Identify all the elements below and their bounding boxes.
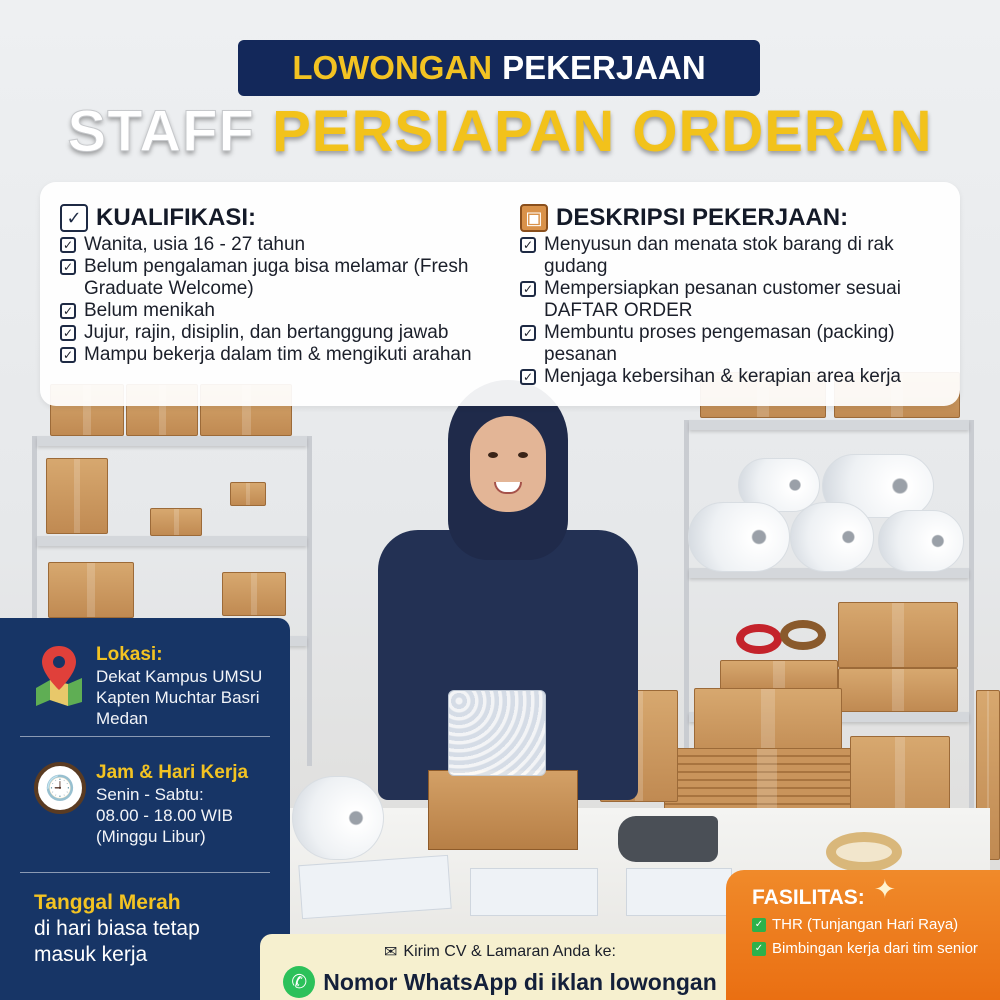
job-description-section — [520, 204, 950, 388]
check-icon: ✓ — [752, 918, 766, 932]
package-box-icon: ▣ — [520, 204, 548, 232]
job-vacancy-word2: PEKERJAAN — [502, 49, 706, 86]
list-item: ✓ Menjaga kebersihan & kerapian area kerja — [520, 366, 950, 388]
facilities-panel — [726, 870, 1000, 1000]
checkbox-icon: ✓ — [60, 347, 76, 363]
list-item: ✓ Belum menikah — [60, 300, 520, 322]
location-text: Dekat Kampus UMSU Kapten Muchtar Basri Medan — [96, 667, 263, 728]
list-item: ✓ Mempersiapkan pesanan customer sesuai DAFTAR ORDER — [520, 278, 950, 322]
whatsapp-contact-text: Nomor WhatsApp di iklan lowongan — [323, 968, 717, 995]
qualifications-section — [60, 204, 520, 366]
hours-heading: Jam & Hari Kerja — [96, 762, 249, 783]
hours-time: 08.00 - 18.00 WIB — [96, 806, 234, 825]
divider — [20, 872, 270, 873]
sparkle-icon: ✦ — [874, 874, 896, 904]
checkbox-icon: ✓ — [520, 369, 536, 385]
position-title-word1: STAFF — [67, 99, 255, 164]
list-item: ✓ Jujur, rajin, disiplin, dan bertanggung jawab — [60, 322, 520, 344]
worker-photo — [378, 380, 638, 810]
checkbox-icon: ✓ — [520, 237, 536, 253]
apply-instruction: Kirim CV & Lamaran Anda ke: — [403, 943, 616, 960]
position-title — [0, 98, 1000, 165]
checkbox-icon: ✓ — [60, 325, 76, 341]
checkbox-icon: ✓ — [520, 325, 536, 341]
qualifications-heading: KUALIFIKASI: — [96, 204, 256, 231]
clipboard-check-icon: ✓ — [60, 204, 88, 232]
checkbox-icon: ✓ — [60, 303, 76, 319]
job-vacancy-word1: LOWONGAN — [292, 49, 493, 86]
checkbox-icon: ✓ — [60, 259, 76, 275]
job-vacancy-label — [238, 40, 760, 96]
list-item: ✓ THR (Tunjangan Hari Raya) — [752, 916, 990, 934]
holiday-heading: Tanggal Merah — [34, 891, 181, 914]
divider — [20, 736, 270, 737]
list-item: ✓ Membuntu proses pengemasan (packing) pesanan — [520, 322, 950, 366]
barcode-scanner-icon — [618, 816, 718, 862]
list-item: ✓ Belum pengalaman juga bisa melamar (Fresh Graduate Welcome) — [60, 256, 520, 300]
info-card — [40, 182, 960, 406]
checkbox-icon: ✓ — [520, 281, 536, 297]
list-item: ✓ Wanita, usia 16 - 27 tahun — [60, 234, 520, 256]
facilities-heading: FASILITAS: — [752, 886, 865, 909]
list-item: ✓ Mampu bekerja dalam tim & mengikuti arahan — [60, 344, 520, 366]
envelope-icon: ✉ — [384, 944, 398, 961]
hours-note: (Minggu Libur) — [96, 827, 206, 846]
bubble-wrap-package — [448, 690, 546, 776]
holiday-text: di hari biasa tetap masuk kerja — [34, 917, 200, 966]
location-heading: Lokasi: — [96, 644, 163, 665]
apply-banner — [260, 934, 740, 1000]
cardboard-box — [428, 770, 578, 850]
position-title-word2: PERSIAPAN ORDERAN — [272, 99, 933, 164]
list-item: ✓ Menyusun dan menata stok barang di rak gudang — [520, 234, 950, 278]
whatsapp-icon: ✆ — [283, 966, 315, 998]
check-icon: ✓ — [752, 942, 766, 956]
clock-icon: 🕘 — [34, 762, 86, 814]
hours-days: Senin - Sabtu: — [96, 785, 204, 804]
details-panel — [0, 618, 290, 1000]
job-description-heading: DESKRIPSI PEKERJAAN: — [556, 204, 849, 231]
list-item: ✓ Bimbingan kerja dari tim senior — [752, 940, 990, 958]
map-pin-icon — [34, 644, 84, 706]
checkbox-icon: ✓ — [60, 237, 76, 253]
